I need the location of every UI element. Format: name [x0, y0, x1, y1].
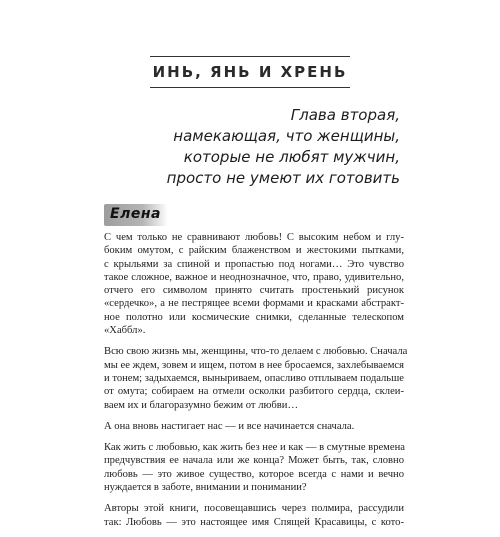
paragraph [104, 345, 408, 411]
text-line: Авторы этой книги, посовещавшись через полмира, рассудили [104, 503, 404, 515]
running-title: ИНЬ, ЯНЬ И ХРЕНЬ [152, 63, 348, 81]
chapter-heading-line: которые не любят мужчин, [183, 148, 400, 166]
chapter-heading-line: Глава вторая, [290, 106, 400, 124]
text-line: и тонем; задыхаемся, выныриваем, опасливо отплываем подальше [104, 372, 404, 384]
header-top-rule [150, 56, 350, 57]
running-header [150, 56, 350, 88]
text-line: мы ее ждем, зовем и ищем, потом в нее бросаемся, захлебываемся [104, 359, 404, 371]
text-line: так: Любовь — это настоящее имя Спящей Красавицы, с кото- [104, 516, 404, 528]
header-bottom-rule [150, 87, 350, 88]
text-line: боким омутом, с райским блаженством и жестокими пытками, [104, 245, 404, 257]
paragraph [104, 441, 404, 494]
text-line: ное полотно или космические снимки, сделанные телескопом [104, 311, 404, 323]
text-line: предчувствия ее начала или же конца? Может быть, так, словно [104, 455, 404, 467]
text-line: нуждается в заботе, внимании и понимании? [104, 482, 307, 494]
text-line: Как жить с любовью, как жить без нее и как — в смутные времена [104, 442, 405, 454]
text-line: такое сложное, важное и неоднозначное, что, право, удивительно, [104, 271, 404, 283]
text-line: Всю свою жизнь мы, женщины, что-то делаем с любовью. Сначала [104, 346, 408, 358]
paragraph [104, 231, 404, 337]
text-line: отчего его символом принято считать простенький рисунок [104, 285, 404, 297]
text-line: «Хаббл». [104, 325, 146, 337]
body-text [104, 231, 408, 537]
text-line: ваем их и благоразумно бежим от любви… [104, 399, 299, 411]
character-name: Елена [110, 206, 161, 222]
paragraph [104, 420, 404, 433]
chapter-heading [110, 105, 400, 189]
character-name-tag [104, 204, 168, 226]
chapter-heading-line: намекающая, что женщины, [173, 127, 400, 145]
text-line: «сердечко», а не пестрящее всеми формами и красками абстракт- [104, 298, 404, 310]
text-line: А она вновь настигает нас — и все начинается сначала. [104, 420, 355, 432]
text-line: С чем только не сравнивают любовь! С высоким небом и глу- [104, 232, 404, 243]
text-line: с крыльями за спиной и пропастью под ногами… Это чувство [104, 258, 404, 270]
chapter-heading-line: просто не умеют их готовить [166, 169, 400, 187]
text-line: от омута; собираем на отмели осколки разбитого сердца, склеи- [104, 386, 404, 398]
paragraph [104, 502, 404, 529]
text-line: любовь — это живое существо, которое всегда с нами и вечно [104, 468, 404, 480]
